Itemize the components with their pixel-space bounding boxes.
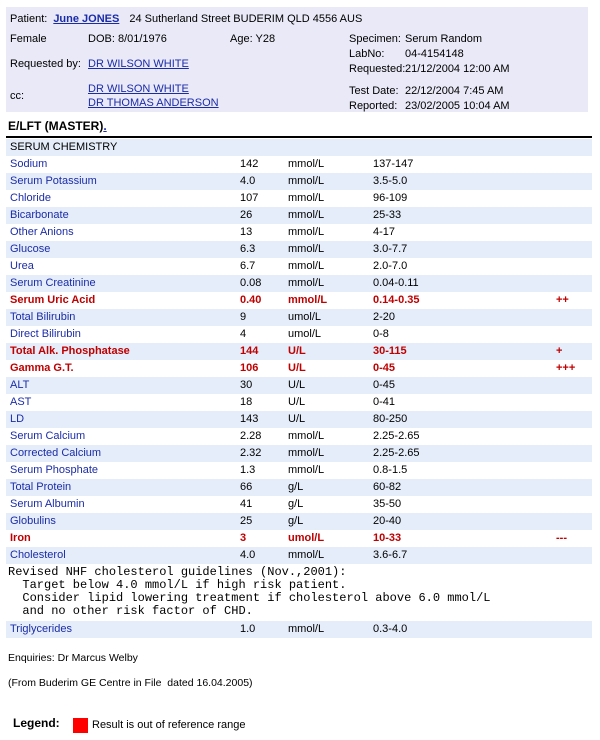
patient-label: Patient:: [10, 13, 48, 25]
table-row: [6, 241, 592, 258]
result-value: 144: [240, 345, 259, 357]
result-units: g/L: [288, 498, 304, 510]
reference-range: 4-17: [373, 226, 396, 238]
result-value: 2.32: [240, 447, 262, 459]
test-name-link[interactable]: Gamma G.T.: [10, 362, 74, 374]
test-name-link[interactable]: Iron: [10, 532, 31, 544]
test-name-link[interactable]: Direct Bilirubin: [10, 328, 81, 340]
reference-range: 80-250: [373, 413, 408, 425]
table-row: [6, 360, 592, 377]
test-name-link[interactable]: Serum Uric Acid: [10, 294, 96, 306]
enquiries-line: Enquiries: Dr Marcus Welby: [8, 652, 138, 664]
result-value: 30: [240, 379, 253, 391]
table-row: [6, 394, 592, 411]
result-value: 0.40: [240, 294, 262, 306]
patient-line: [10, 13, 362, 25]
reference-range: 0.3-4.0: [373, 623, 408, 635]
reference-range: 25-33: [373, 209, 402, 221]
test-name-link[interactable]: Bicarbonate: [10, 209, 69, 221]
section-header-row: SERUM CHEMISTRY: [6, 139, 592, 156]
result-value: 4.0: [240, 175, 256, 187]
result-value: 66: [240, 481, 253, 493]
table-row: [6, 173, 592, 190]
test-date-value: 22/12/2004 7:45 AM: [405, 85, 504, 97]
reference-range: 0-45: [373, 379, 396, 391]
test-name-link[interactable]: Triglycerides: [10, 623, 72, 635]
table-row: [6, 445, 592, 462]
out-of-range-swatch: [73, 718, 88, 733]
reference-range: 0-45: [373, 362, 396, 374]
result-units: U/L: [288, 413, 306, 425]
test-name-link[interactable]: Total Protein: [10, 481, 72, 493]
patient-name-link[interactable]: June JONES: [53, 13, 120, 25]
abnormal-flag: +++: [556, 362, 576, 374]
table-row: [6, 258, 592, 275]
reported-date-value: 23/02/2005 10:04 AM: [405, 100, 510, 112]
result-units: g/L: [288, 515, 304, 527]
result-units: mmol/L: [288, 623, 325, 635]
test-name-link[interactable]: Serum Albumin: [10, 498, 85, 510]
test-name-link[interactable]: Serum Creatinine: [10, 277, 96, 289]
abnormal-flag: ---: [556, 532, 567, 544]
test-name-link[interactable]: Other Anions: [10, 226, 74, 238]
test-name-link[interactable]: Chloride: [10, 192, 51, 204]
reference-range: 3.0-7.7: [373, 243, 408, 255]
table-row: [6, 343, 592, 360]
result-value: 41: [240, 498, 253, 510]
cc-doctor-link[interactable]: DR WILSON WHITE: [88, 83, 189, 95]
test-name-link[interactable]: Sodium: [10, 158, 48, 170]
reference-range: 96-109: [373, 192, 408, 204]
requested-date-label: Requested:: [349, 63, 406, 75]
result-value: 1.0: [240, 623, 256, 635]
result-units: g/L: [288, 481, 304, 493]
patient-header-panel: [6, 7, 588, 112]
result-units: mmol/L: [288, 226, 325, 238]
result-units: U/L: [288, 345, 306, 357]
reference-range: 3.6-6.7: [373, 549, 408, 561]
results-table-continued: [6, 621, 592, 638]
test-name-link[interactable]: Urea: [10, 260, 34, 272]
test-name-link[interactable]: Total Bilirubin: [10, 311, 76, 323]
table-row: [6, 462, 592, 479]
results-table: [6, 156, 592, 564]
result-value: 107: [240, 192, 259, 204]
result-value: 142: [240, 158, 259, 170]
result-units: mmol/L: [288, 277, 325, 289]
result-value: 4: [240, 328, 247, 340]
table-row: [6, 207, 592, 224]
test-name-link[interactable]: Serum Phosphate: [10, 464, 99, 476]
cc-label: cc:: [10, 90, 25, 102]
table-row: [6, 309, 592, 326]
specimen-value: Serum Random: [405, 33, 483, 45]
report-title-text: E/LFT (MASTER): [8, 119, 104, 133]
test-name-link[interactable]: Corrected Calcium: [10, 447, 102, 459]
result-units: mmol/L: [288, 294, 328, 306]
reference-range: 137-147: [373, 158, 414, 170]
patient-age: Age: Y28: [230, 33, 276, 45]
result-units: mmol/L: [288, 192, 325, 204]
result-units: mmol/L: [288, 243, 325, 255]
reference-range: 2.25-2.65: [373, 430, 420, 442]
result-units: mmol/L: [288, 447, 325, 459]
table-row: [6, 513, 592, 530]
requested-date-value: 21/12/2004 12:00 AM: [405, 63, 510, 75]
legend-text: Result is out of reference range: [92, 719, 246, 731]
report-title-period[interactable]: .: [103, 119, 107, 133]
result-value: 6.3: [240, 243, 256, 255]
legend-label: Legend:: [13, 716, 60, 730]
labno-value: 04-4154148: [405, 48, 464, 60]
reference-range: 2-20: [373, 311, 396, 323]
result-value: 3: [240, 532, 247, 544]
result-value: 0.08: [240, 277, 262, 289]
report-title: [8, 119, 107, 133]
source-line: (From Buderim GE Centre in File dated 16.04.2005): [8, 677, 253, 689]
reference-range: 2.25-2.65: [373, 447, 420, 459]
title-divider: [6, 136, 592, 138]
test-name-link[interactable]: Glucose: [10, 243, 51, 255]
reference-range: 0.8-1.5: [373, 464, 408, 476]
abnormal-flag: +: [556, 345, 563, 357]
reference-range: 0-8: [373, 328, 389, 340]
specimen-label: Specimen:: [349, 33, 401, 45]
table-row: [6, 377, 592, 394]
table-row: [6, 428, 592, 445]
reference-range: 20-40: [373, 515, 402, 527]
patient-address: 24 Sutherland Street BUDERIM QLD 4556 AUS: [129, 13, 363, 25]
result-units: mmol/L: [288, 175, 325, 187]
reported-date-label: Reported:: [349, 100, 398, 112]
result-units: umol/L: [288, 311, 322, 323]
reference-range: 30-115: [373, 345, 407, 357]
table-row: [6, 275, 592, 292]
table-row: [6, 496, 592, 513]
reference-range: 60-82: [373, 481, 402, 493]
table-row: [6, 621, 592, 638]
result-value: 25: [240, 515, 253, 527]
table-row: [6, 479, 592, 496]
test-name-link[interactable]: Serum Calcium: [10, 430, 86, 442]
reference-range: 0-41: [373, 396, 396, 408]
result-value: 1.3: [240, 464, 256, 476]
table-row: [6, 411, 592, 428]
result-units: U/L: [288, 379, 306, 391]
result-units: mmol/L: [288, 158, 325, 170]
result-units: mmol/L: [288, 260, 325, 272]
result-value: 6.7: [240, 260, 256, 272]
result-value: 26: [240, 209, 253, 221]
result-units: mmol/L: [288, 430, 325, 442]
result-units: umol/L: [288, 328, 322, 340]
result-units: mmol/L: [288, 209, 325, 221]
reference-range: 35-50: [373, 498, 402, 510]
result-value: 106: [240, 362, 259, 374]
test-name-link[interactable]: Globulins: [10, 515, 56, 527]
reference-range: 3.5-5.0: [373, 175, 408, 187]
comment-note: Revised NHF cholesterol guidelines (Nov.,2001): Target below 4.0 mmol/L if high risk patient. Consider lipid lowering treatment if cholesterol above 6.0 mmol/L and no other risk factor of CHD.: [8, 565, 491, 618]
test-date-label: Test Date:: [349, 85, 399, 97]
reference-range: 2.0-7.0: [373, 260, 408, 272]
reference-range: 0.04-0.11: [373, 277, 419, 289]
reference-range: 10-33: [373, 532, 402, 544]
table-row: [6, 292, 592, 309]
result-units: mmol/L: [288, 549, 325, 561]
table-row: [6, 547, 592, 564]
result-value: 143: [240, 413, 259, 425]
result-units: umol/L: [288, 532, 325, 544]
result-value: 13: [240, 226, 253, 238]
reference-range: 0.14-0.35: [373, 294, 420, 306]
table-row: [6, 530, 592, 547]
result-units: U/L: [288, 362, 306, 374]
test-name-link[interactable]: Serum Potassium: [10, 175, 97, 187]
patient-sex: Female: [10, 33, 47, 45]
result-value: 18: [240, 396, 253, 408]
result-value: 2.28: [240, 430, 262, 442]
result-value: 9: [240, 311, 247, 323]
requested-by-label: Requested by:: [10, 58, 81, 70]
test-name-link[interactable]: Total Alk. Phosphatase: [10, 345, 130, 357]
requested-by-doctor-link[interactable]: DR WILSON WHITE: [88, 58, 189, 70]
cc-doctor-link[interactable]: DR THOMAS ANDERSON: [88, 97, 219, 109]
test-name-link[interactable]: AST: [10, 396, 32, 408]
result-units: mmol/L: [288, 464, 325, 476]
abnormal-flag: ++: [556, 294, 569, 306]
table-row: [6, 326, 592, 343]
test-name-link[interactable]: LD: [10, 413, 25, 425]
table-row: [6, 190, 592, 207]
test-name-link[interactable]: ALT: [10, 379, 30, 391]
table-row: [6, 156, 592, 173]
test-name-link[interactable]: Cholesterol: [10, 549, 66, 561]
result-value: 4.0: [240, 549, 256, 561]
patient-dob: DOB: 8/01/1976: [88, 33, 167, 45]
table-row: [6, 224, 592, 241]
result-units: U/L: [288, 396, 306, 408]
labno-label: LabNo:: [349, 48, 385, 60]
